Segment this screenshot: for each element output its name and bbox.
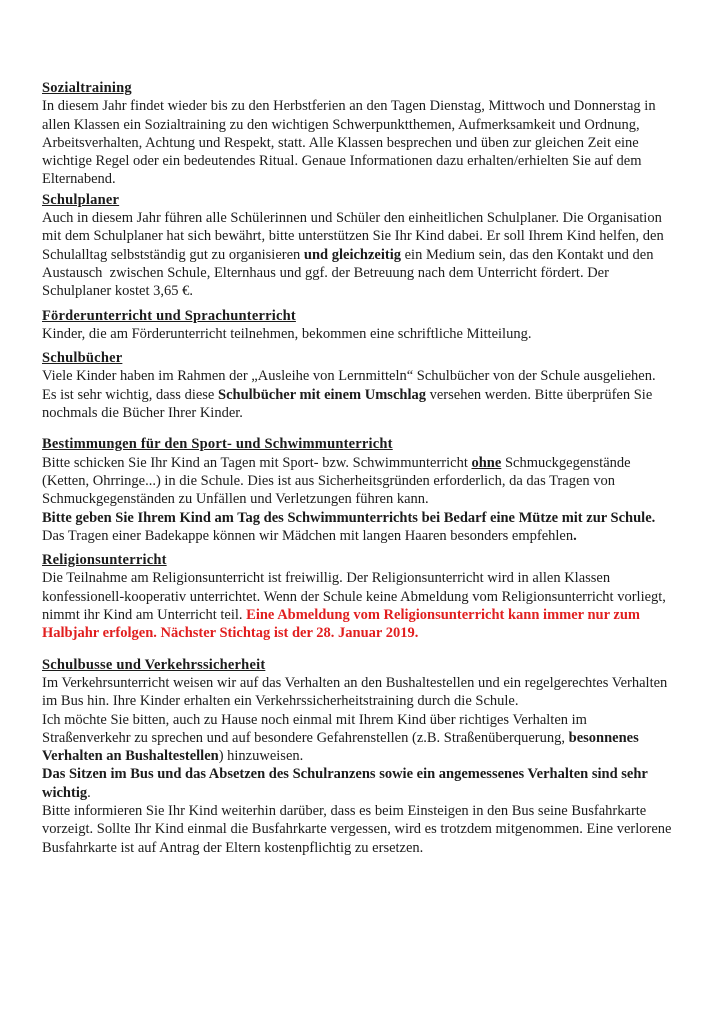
text-run: Schmuckgegenständen zu Unfällen und Verletzungen führen kann.	[42, 491, 429, 508]
text-line	[42, 246, 694, 264]
text-line	[42, 729, 694, 747]
text-run: Auch in diesem Jahr führen alle Schülerinnen und Schüler den einheitlichen Schulplaner. Die Organisation	[42, 210, 662, 227]
section-schulplaner	[42, 191, 694, 301]
text-line	[42, 624, 694, 642]
text-run: Kinder, die am Förderunterricht teilnehmen, bekommen eine schriftliche Mitteilung.	[42, 325, 532, 342]
text-run: Busfahrkarte ist auf Antrag der Eltern kostenpflichtig zu ersetzen.	[42, 839, 424, 856]
text-run: ) hinzuweisen.	[218, 748, 304, 765]
text-run: Verhalten an Bushaltestellen	[42, 748, 219, 765]
text-line	[42, 386, 694, 404]
text-run: wichtige Regel oder ein bedeutendes Ritual. Genaue Informationen dazu erhalten/erhielten Sie auf dem	[42, 153, 642, 170]
text-run: Eine Abmeldung vom Religionsunterricht kann immer nur zum	[246, 607, 640, 624]
text-run: besonnenes	[568, 729, 639, 746]
text-run: Halbjahr erfolgen. Nächster Stichtag ist der 28. Januar 2019.	[42, 625, 419, 642]
text-line	[42, 606, 694, 624]
text-run: Schulbücher mit einem Umschlag	[218, 386, 426, 403]
section-religionsunterricht	[42, 551, 694, 642]
text-run: Schmuckgegenstände	[501, 454, 631, 471]
text-line	[42, 264, 694, 282]
text-run: (Ketten, Ohrringe...) in die Schule. Dies ist aus Sicherheitsgründen erforderlich, da das Tragen von	[42, 472, 616, 489]
section-heading-schulbusse-und-verkehrssicherheit: Schulbusse und Verkehrssicherheit	[42, 656, 266, 673]
section-heading-sozialtraining: Sozialtraining	[42, 80, 132, 96]
text-run: vorzeigt. Sollte Ihr Kind einmal die Busfahrkarte vergessen, wird es trotzdem mitgenommen. Eine verlorene	[42, 821, 672, 838]
text-line	[42, 588, 694, 606]
section-heading-religionsunterricht: Religionsunterricht	[42, 552, 167, 569]
text-line	[42, 367, 694, 385]
text-line	[42, 325, 694, 343]
text-run: Ich möchte Sie bitten, auch zu Hause noch einmal mit Ihrem Kind über richtiges Verhalten im	[42, 711, 587, 728]
text-line	[42, 509, 694, 527]
text-line	[42, 116, 694, 134]
section-heading-schulplaner: Schulplaner	[42, 191, 120, 208]
section-heading-schulbuecher: Schulbücher	[42, 350, 123, 367]
section-heading-bestimmungen-sport-und-schwimmunterricht: Bestimmungen für den Sport- und Schwimmunterricht	[42, 436, 393, 453]
text-run: Es ist sehr wichtig, dass diese	[42, 386, 218, 403]
section-bestimmungen-sport-und-schwimmunterricht	[42, 435, 694, 545]
section-schulbuecher	[42, 349, 694, 422]
text-line	[42, 97, 694, 115]
text-line	[42, 674, 694, 692]
text-run: ohne	[471, 454, 502, 471]
text-run: Bitte geben Sie Ihrem Kind am Tag des Schwimmunterrichts bei Bedarf eine Mütze mit zur Schule.	[42, 509, 656, 526]
text-run: im Bus hin. Ihre Kinder erhalten ein Verkehrssicherheitstraining durch die Schule.	[42, 693, 519, 710]
text-line	[42, 527, 694, 545]
text-line	[42, 747, 694, 765]
text-run: Elternabend.	[42, 171, 116, 188]
text-run: Bitte informieren Sie Ihr Kind weiterhin darüber, dass es beim Einsteigen in den Bus seine Busfahrkarte	[42, 802, 647, 819]
text-run: Die Teilnahme am Religionsunterricht ist freiwillig. Der Religionsunterricht wird in allen Klassen	[42, 570, 611, 587]
section-sozialtraining	[42, 79, 694, 189]
text-line	[42, 839, 694, 857]
text-run: .	[87, 784, 91, 801]
text-line	[42, 170, 694, 188]
text-line	[42, 490, 694, 508]
text-line	[42, 711, 694, 729]
text-run: Austausch zwischen Schule, Elternhaus und ggf. der Betreuung nach dem Unterricht fördert. Der	[42, 264, 609, 281]
text-run: allen Klassen ein Sozialtraining zu den wichtigen Schwerpunktthemen, Aufmerksamkeit und Ordnung,	[42, 116, 640, 133]
section-schulbusse-und-verkehrssicherheit	[42, 656, 694, 857]
text-line	[42, 820, 694, 838]
text-line	[42, 282, 694, 300]
text-line	[42, 227, 694, 245]
text-run: Schulplaner kostet 3,65 €.	[42, 283, 194, 300]
text-line	[42, 569, 694, 587]
text-run: .	[573, 527, 577, 544]
text-run: ein Medium sein, das den Kontakt und den	[400, 246, 654, 263]
text-run: In diesem Jahr findet wieder bis zu den Herbstferien an den Tagen Dienstag, Mittwoch und Donnerstag in	[42, 98, 656, 115]
section-foerderunterricht-und-sprachunterricht	[42, 307, 694, 344]
text-line	[42, 454, 694, 472]
text-line	[42, 692, 694, 710]
text-run: Bitte schicken Sie Ihr Kind an Tagen mit Sport- bzw. Schwimmunterricht	[42, 454, 472, 471]
text-run: Das Sitzen im Bus und das Absetzen des Schulranzens sowie ein angemessenes Verhalten sind sehr	[42, 766, 648, 783]
text-line	[42, 802, 694, 820]
text-run: Schulalltag selbstständig gut zu organisieren	[42, 246, 304, 263]
text-run: konfessionell-kooperativ unterrichtet. Wenn der Schule keine Abmeldung vom Religionsunterricht vorliegt,	[42, 588, 666, 605]
text-run: Im Verkehrsunterricht weisen wir auf das Verhalten an den Bushaltestellen und ein regelgerechtes Verhalten	[42, 674, 668, 691]
text-line	[42, 784, 694, 802]
text-run: Arbeitsverhalten, Achtung und Respekt, statt. Alle Klassen besprechen und üben zur gleichen Zeit eine	[42, 134, 639, 151]
text-run: und gleichzeitig	[303, 246, 401, 263]
text-line	[42, 134, 694, 152]
text-line	[42, 404, 694, 422]
section-heading-foerderunterricht-und-sprachunterricht: Förderunterricht und Sprachunterricht	[42, 307, 296, 324]
text-run: Viele Kinder haben im Rahmen der „Ausleihe von Lernmitteln“ Schulbücher von der Schule ausgeliehen.	[42, 368, 656, 385]
text-line	[42, 209, 694, 227]
text-run: wichtig	[42, 784, 88, 801]
text-line	[42, 152, 694, 170]
text-run: nochmals die Bücher Ihrer Kinder.	[42, 405, 243, 422]
text-run: nimmt ihr Kind am Unterricht teil.	[42, 607, 247, 624]
text-line	[42, 472, 694, 490]
text-run: versehen werden. Bitte überprüfen Sie	[425, 386, 653, 403]
text-run: Das Tragen einer Badekappe können wir Mädchen mit langen Haaren besonders empfehlen	[42, 527, 574, 544]
text-run: Straßenverkehr zu sprechen und auf besondere Gefahrenstellen (z.B. Straßenüberquerung,	[42, 729, 569, 746]
text-line	[42, 765, 694, 783]
text-run: mit dem Schulplaner hat sich bewährt, bitte unterstützen Sie Ihr Kind dabei. Er soll Ihrem Kind helfen, den	[42, 228, 664, 245]
